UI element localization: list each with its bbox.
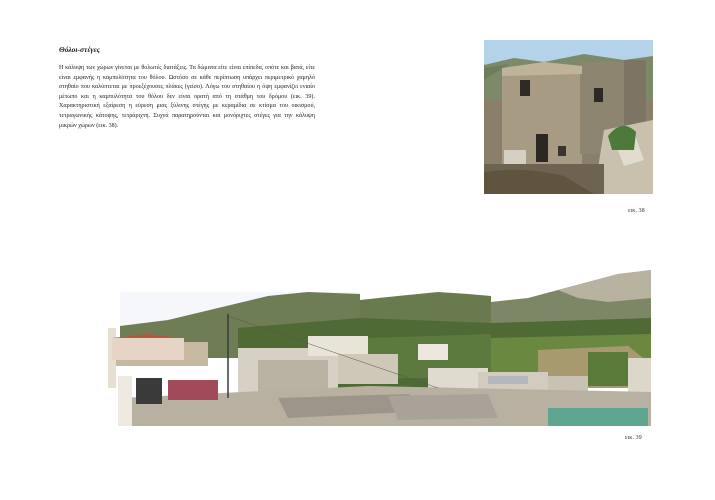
body-paragraph: Η κάλυψη των χώρων γίνεται με θολωτές διατάξεις. Τα δώματα είτε είναι επίπεδα, οπότε και βατά, είτε είναι εμφανής η καμπυλότητα του θόλου. Ωστόσο σε κάθε περίπτωση υπάρχει περιμετρικό χαμηλό στηθαίο που καλύπτεται με προεξέχουσες πλάκες (γείσο). Λόγω του στηθαίου η όψη εμφανίζει ενιαίο μέτωπο και η καμπυλότητα του θόλου δεν είναι ορατή από τη στάθμη του δρόμου (εικ. 39). Χαρακτηριστική εξαίρεση η εύρεση μιας ξύλινης στέγης με κεραμίδια σε κτίσμα του οικισμού, τετραγωνικής κάτοψης, τετράριχτη. Συχνά παρατηρούνται και μονόριχτες στέγες για την κάλυψη μικρών χώρων (εικ. 38). bbox=[59, 65, 315, 129]
figure-caption: εικ. 38 bbox=[628, 207, 645, 214]
stone-house-photo bbox=[484, 40, 653, 194]
section-heading: Θόλοι-στέγες bbox=[59, 45, 100, 54]
figure-caption: εικ. 39 bbox=[625, 434, 642, 441]
village-panorama-photo bbox=[108, 268, 651, 426]
